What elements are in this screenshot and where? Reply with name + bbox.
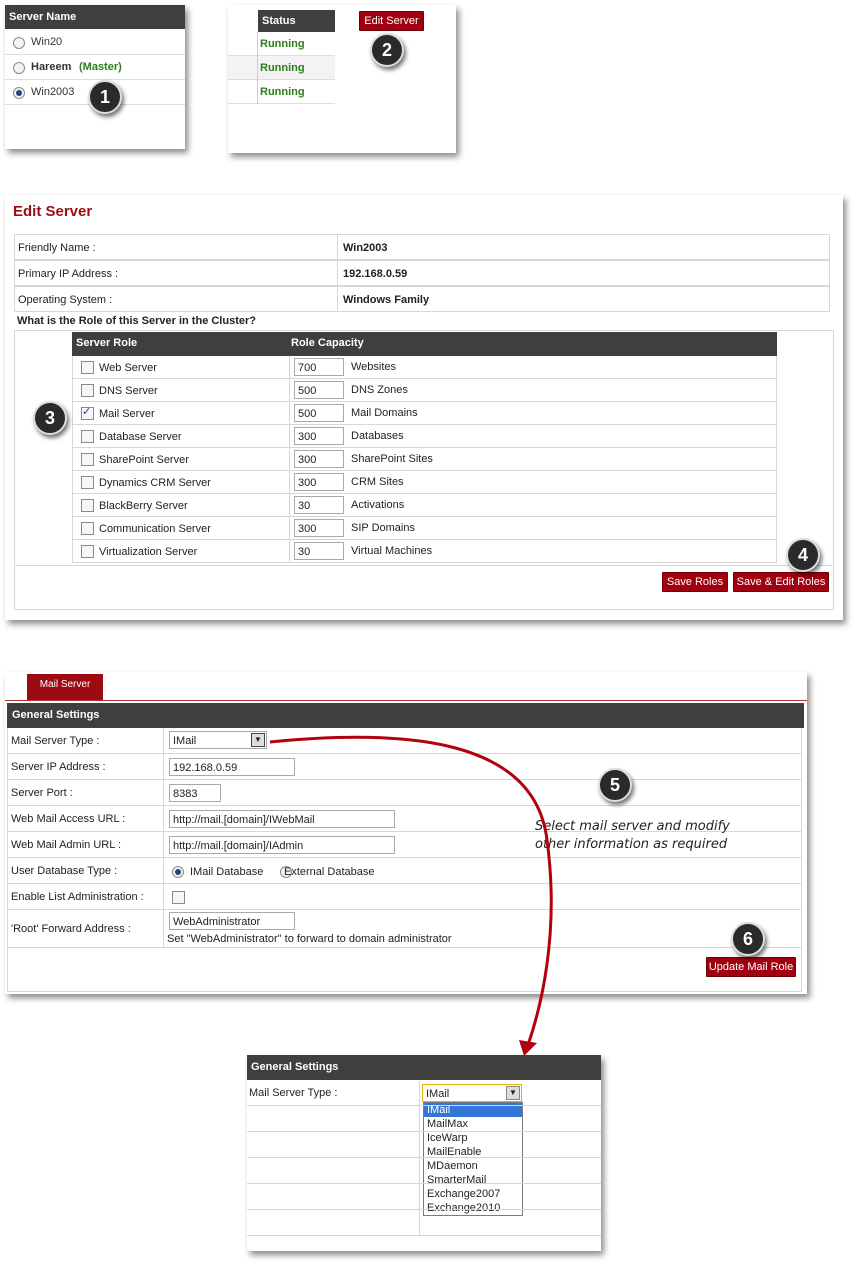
role-capacity-input[interactable]: 500 <box>294 404 344 422</box>
dropdown-option[interactable]: IceWarp <box>427 1132 468 1144</box>
role-unit: DNS Zones <box>351 384 408 396</box>
mail-setting-label: Web Mail Admin URL : <box>11 839 122 851</box>
role-unit: Databases <box>351 430 404 442</box>
step-badge-1: 1 <box>88 80 122 114</box>
update-mail-role-button[interactable]: Update Mail Role <box>706 957 796 977</box>
mail-setting-label: User Database Type : <box>11 865 118 877</box>
mail-setting-input[interactable]: http://mail.[domain]/IWebMail <box>169 810 395 828</box>
chevron-down-icon[interactable]: ▼ <box>506 1086 520 1100</box>
role-name: Web Server <box>99 362 157 374</box>
role-name: Communication Server <box>99 523 211 535</box>
edit-field-value: Win2003 <box>343 242 388 254</box>
server-role-header: Server Role <box>76 337 138 349</box>
role-unit: Virtual Machines <box>351 545 433 557</box>
general-settings-header: General Settings <box>7 703 804 728</box>
dropdown-option[interactable]: MailEnable <box>427 1146 482 1158</box>
mail-setting-label: Mail Server Type : <box>11 735 100 747</box>
role-capacity-input[interactable]: 30 <box>294 542 344 560</box>
role-capacity-input[interactable]: 700 <box>294 358 344 376</box>
status-running-text: Running <box>260 62 305 74</box>
edit-field-label: Operating System : <box>18 294 113 306</box>
mail-setting-input[interactable]: http://mail.[domain]/IAdmin <box>169 836 395 854</box>
role-capacity-input[interactable]: 300 <box>294 519 344 537</box>
dropdown-general-settings-header: General Settings <box>247 1055 601 1080</box>
server-name-label: Hareem <box>31 61 72 73</box>
edit-server-button[interactable]: Edit Server <box>359 11 424 31</box>
server-name-label: Win20 <box>31 36 63 48</box>
dropdown-option[interactable]: SmarterMail <box>427 1174 487 1186</box>
server-name-header: Server Name <box>5 5 185 29</box>
mail-setting-input[interactable]: 8383 <box>169 784 221 802</box>
role-name: Mail Server <box>99 408 155 420</box>
step-badge-2: 2 <box>370 33 404 67</box>
status-header: Status <box>258 10 335 32</box>
mail-setting-label: Enable List Administration : <box>11 891 144 903</box>
server-name-label: Win2003 <box>31 86 75 98</box>
chevron-down-icon[interactable]: ▼ <box>251 733 265 747</box>
mail-setting-label: Server IP Address : <box>11 761 106 773</box>
role-unit: SIP Domains <box>351 522 415 534</box>
dropdown-option[interactable]: IMail <box>424 1103 522 1117</box>
role-capacity-input[interactable]: 500 <box>294 381 344 399</box>
role-capacity-input[interactable]: 300 <box>294 473 344 491</box>
role-question: What is the Role of this Server in the Cluster? <box>17 315 256 327</box>
role-unit: Websites <box>351 361 397 373</box>
role-capacity-input[interactable]: 300 <box>294 450 344 468</box>
dropdown-option[interactable]: MDaemon <box>427 1160 478 1172</box>
mail-server-tab[interactable]: Mail Server <box>27 674 103 701</box>
role-name: Virtualization Server <box>99 546 198 558</box>
mail-setting-label: Web Mail Access URL : <box>11 813 126 825</box>
imail-database-label: IMail Database <box>190 866 264 878</box>
master-suffix: (Master) <box>79 61 122 73</box>
role-name: SharePoint Server <box>99 454 189 466</box>
role-unit: CRM Sites <box>351 476 404 488</box>
annotation-line-2: other information as required <box>535 837 728 852</box>
mail-server-type-value: IMail <box>173 735 197 747</box>
step-badge-4: 4 <box>786 538 820 572</box>
step-badge-6: 6 <box>731 922 765 956</box>
edit-server-title: Edit Server <box>13 203 93 220</box>
dropdown-option[interactable]: MailMax <box>427 1118 468 1130</box>
role-name: Dynamics CRM Server <box>99 477 211 489</box>
role-unit: Mail Domains <box>351 407 418 419</box>
dropdown-option[interactable]: Exchange2007 <box>427 1188 501 1200</box>
dropdown-option[interactable]: Exchange2010 <box>427 1202 501 1214</box>
edit-field-label: Primary IP Address : <box>18 268 119 280</box>
edit-field-value: Windows Family <box>343 294 430 306</box>
dropdown-selected-value: IMail <box>426 1088 450 1100</box>
save-edit-roles-button[interactable]: Save & Edit Roles <box>733 572 829 592</box>
external-database-label: External Database <box>284 866 375 878</box>
role-unit: Activations <box>351 499 405 511</box>
role-name: Database Server <box>99 431 182 443</box>
edit-field-label: Friendly Name : <box>18 242 96 254</box>
root-forward-hint: Set "WebAdministrator" to forward to domain administrator <box>167 933 452 945</box>
dropdown-mail-type-label: Mail Server Type : <box>249 1087 338 1099</box>
edit-field-value: 192.168.0.59 <box>343 268 408 280</box>
step-badge-5: 5 <box>598 768 632 802</box>
role-capacity-input[interactable]: 30 <box>294 496 344 514</box>
mail-setting-label: 'Root' Forward Address : <box>11 923 131 935</box>
step-badge-3: 3 <box>33 401 67 435</box>
save-roles-button[interactable]: Save Roles <box>662 572 728 592</box>
status-running-text: Running <box>260 38 305 50</box>
role-unit: SharePoint Sites <box>351 453 433 465</box>
root-forward-input[interactable]: WebAdministrator <box>169 912 295 930</box>
mail-setting-input[interactable]: 192.168.0.59 <box>169 758 295 776</box>
role-capacity-input[interactable]: 300 <box>294 427 344 445</box>
role-name: DNS Server <box>99 385 158 397</box>
mail-setting-label: Server Port : <box>11 787 73 799</box>
annotation-line-1: Select mail server and modify <box>535 819 730 834</box>
role-capacity-header: Role Capacity <box>291 337 364 349</box>
role-name: BlackBerry Server <box>99 500 188 512</box>
status-running-text: Running <box>260 86 305 98</box>
